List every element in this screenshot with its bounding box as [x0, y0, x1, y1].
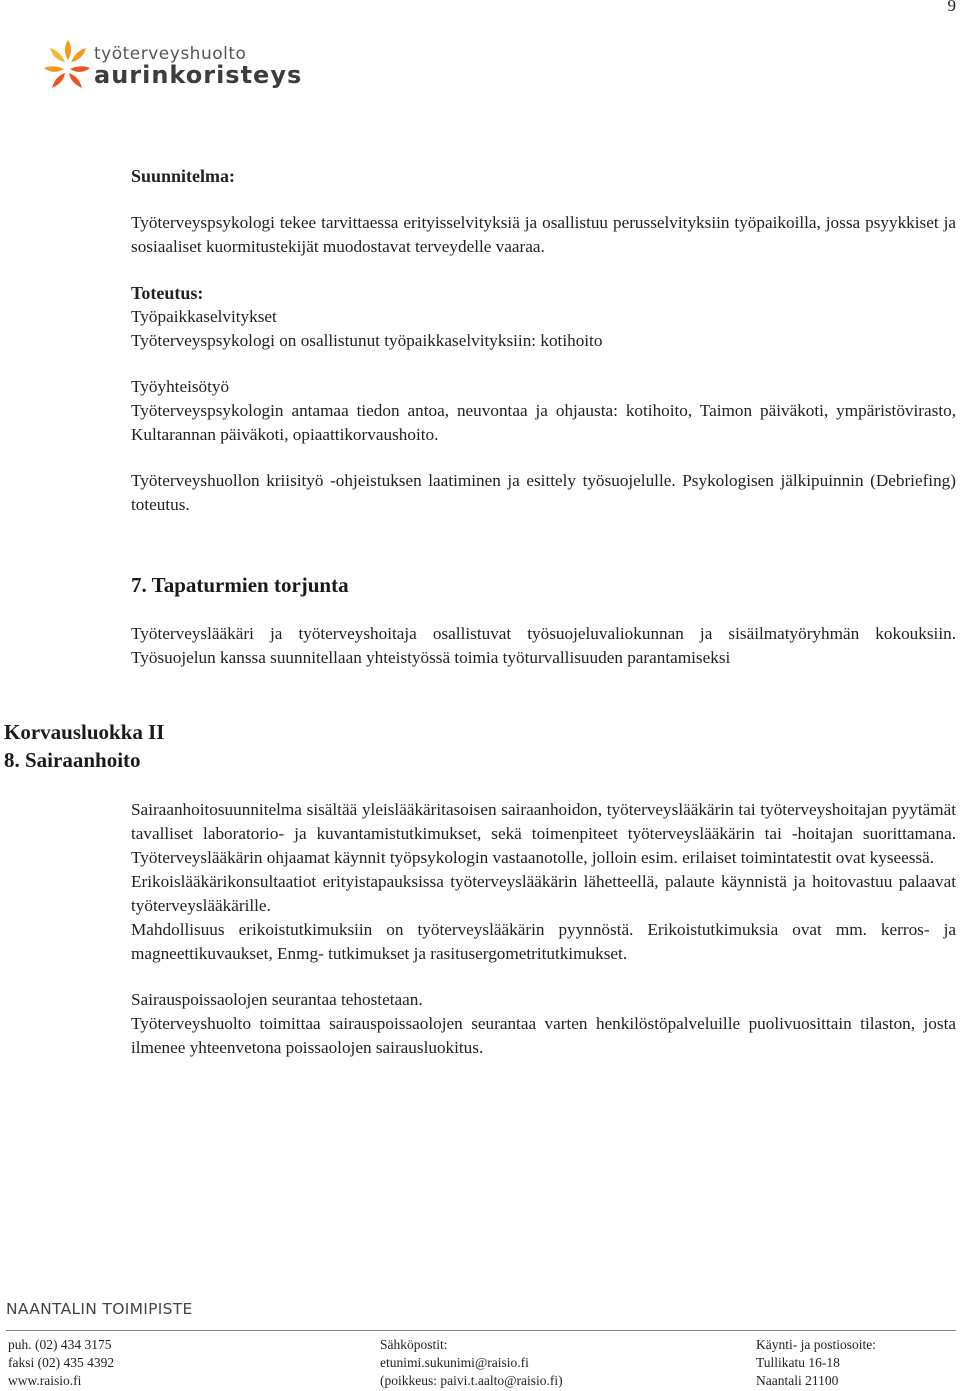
footer-fax: faksi (02) 435 4392: [8, 1355, 115, 1370]
footer-contact-phone: [8, 1336, 114, 1390]
heading-suunnitelma: Suunnitelma:: [131, 166, 236, 186]
footer-email-exception[interactable]: (poikkeus: paivi.t.aalto@raisio.fi): [380, 1373, 563, 1388]
footer-email-label: Sähköpostit:: [380, 1337, 448, 1352]
footer-street: Tullikatu 16-18: [756, 1355, 840, 1370]
paragraph-kriisityo: Työterveyshuollon kriisityö -ohjeistuksen laatiminen ja esittely työsuojelulle. Psykologisen jälkipuinnin (Debriefing) toteutus.: [131, 471, 956, 514]
line-tyopaikkaselvitykset: Työpaikkaselvitykset: [131, 307, 277, 326]
line-tyoyhteisotyo: Työyhteisötyö: [131, 377, 230, 396]
paragraph-tilasto: Työterveyshuolto toimittaa sairauspoissaolojen seurantaa varten henkilöstöpalveluille puolivuosittain tilaston, josta ilmenee yhteenvetona poissaolojen sairausluokitus.: [131, 1014, 956, 1057]
company-logo: [42, 36, 302, 96]
heading-korvausluokka: Korvausluokka II: [4, 720, 165, 744]
footer-contact-address: [756, 1336, 876, 1390]
paragraph-tapaturmien: [131, 622, 956, 670]
footer-city: Naantali 21100: [756, 1373, 839, 1388]
footer-email-link[interactable]: etunimi.sukunimi@raisio.fi: [380, 1355, 529, 1370]
footer-phone: puh. (02) 434 3175: [8, 1337, 112, 1352]
line-osallistunut: Työterveyspsykologi on osallistunut työpaikkaselvityksiin: kotihoito: [131, 331, 603, 350]
page-number: 9: [947, 0, 956, 15]
heading-sairaanhoito: 8. Sairaanhoito: [4, 748, 141, 772]
heading-tapaturmien-torjunta: 7. Tapaturmien torjunta: [131, 573, 349, 597]
footer-website-link[interactable]: www.raisio.fi: [8, 1373, 82, 1388]
sun-logo-icon: [42, 36, 96, 94]
document-body-sairaanhoito: [131, 798, 956, 1060]
logo-text-bottom: aurinkoristeys: [94, 61, 303, 89]
paragraph-erikoislaakari: Erikoislääkärikonsultaatiot erityistapauksissa työterveyslääkärin lähetteellä, palaute käynnistä ja hoitovastuu palaavat työterveyslääkärille.: [131, 872, 956, 915]
logo-text-top: työterveyshuolto: [94, 44, 247, 64]
footer-contact-email: [380, 1336, 563, 1390]
footer-address-label: Käynti- ja postiosoite:: [756, 1337, 876, 1352]
paragraph-tapaturmien-text: Työterveyslääkäri ja työterveyshoitaja osallistuvat työsuojeluvaliokunnan ja sisäilmatyöryhmän kokouksiin. Työsuojelun kanssa suunnitellaan yhteistyössä toimia työturvallisuuden parantamiseksi: [131, 624, 956, 667]
heading-toteutus: Toteutus:: [131, 283, 204, 303]
paragraph-erikoistutkimukset: Mahdollisuus erikoistutkimuksiin on työterveyslääkärin pyynnöstä. Erikoistutkimuksia ovat mm. kerros- ja magneettikuvaukset, Enmg- tutkimukset ja rasitusergometritutkimukset.: [131, 920, 956, 963]
paragraph-neuvonta: Työterveyspsykologin antamaa tiedon antoa, neuvontaa ja ohjausta: kotihoito, Taimon päiväkoti, ympäristövirasto, Kultarannan päiväkoti, opiaattikorvaushoito.: [131, 401, 956, 444]
paragraph-suunnitelma: Työterveyspsykologi tekee tarvittaessa erityisselvityksiä ja osallistuu perusselvityksiin työpaikoilla, jossa psyykkiset ja sosiaaliset kuormitustekijät muodostavat terveydelle vaaraa.: [131, 213, 956, 256]
document-body-top: [131, 164, 956, 517]
paragraph-sairaanhoitosuunnitelma: Sairaanhoitosuunnitelma sisältää yleislääkäritasoisen sairaanhoidon, työterveyslääkärin tai työterveyshoitajan pyytämät tavalliset laboratorio- ja kuvantamistutkimukset, sekä toimenpiteet työterveyslääkärin tai -hoitajan suorittamana. Työterveyslääkärin ohjaamat käynnit työpsykologin vastaanotolle, jolloin esim. erilaiset toimintatestit ovat kyseessä.: [131, 800, 956, 867]
footer-divider: [6, 1330, 956, 1331]
footer-office-title: NAANTALIN TOIMIPISTE: [6, 1300, 193, 1318]
line-sairauspoissaolot: Sairauspoissaolojen seurantaa tehostetaan.: [131, 990, 423, 1009]
